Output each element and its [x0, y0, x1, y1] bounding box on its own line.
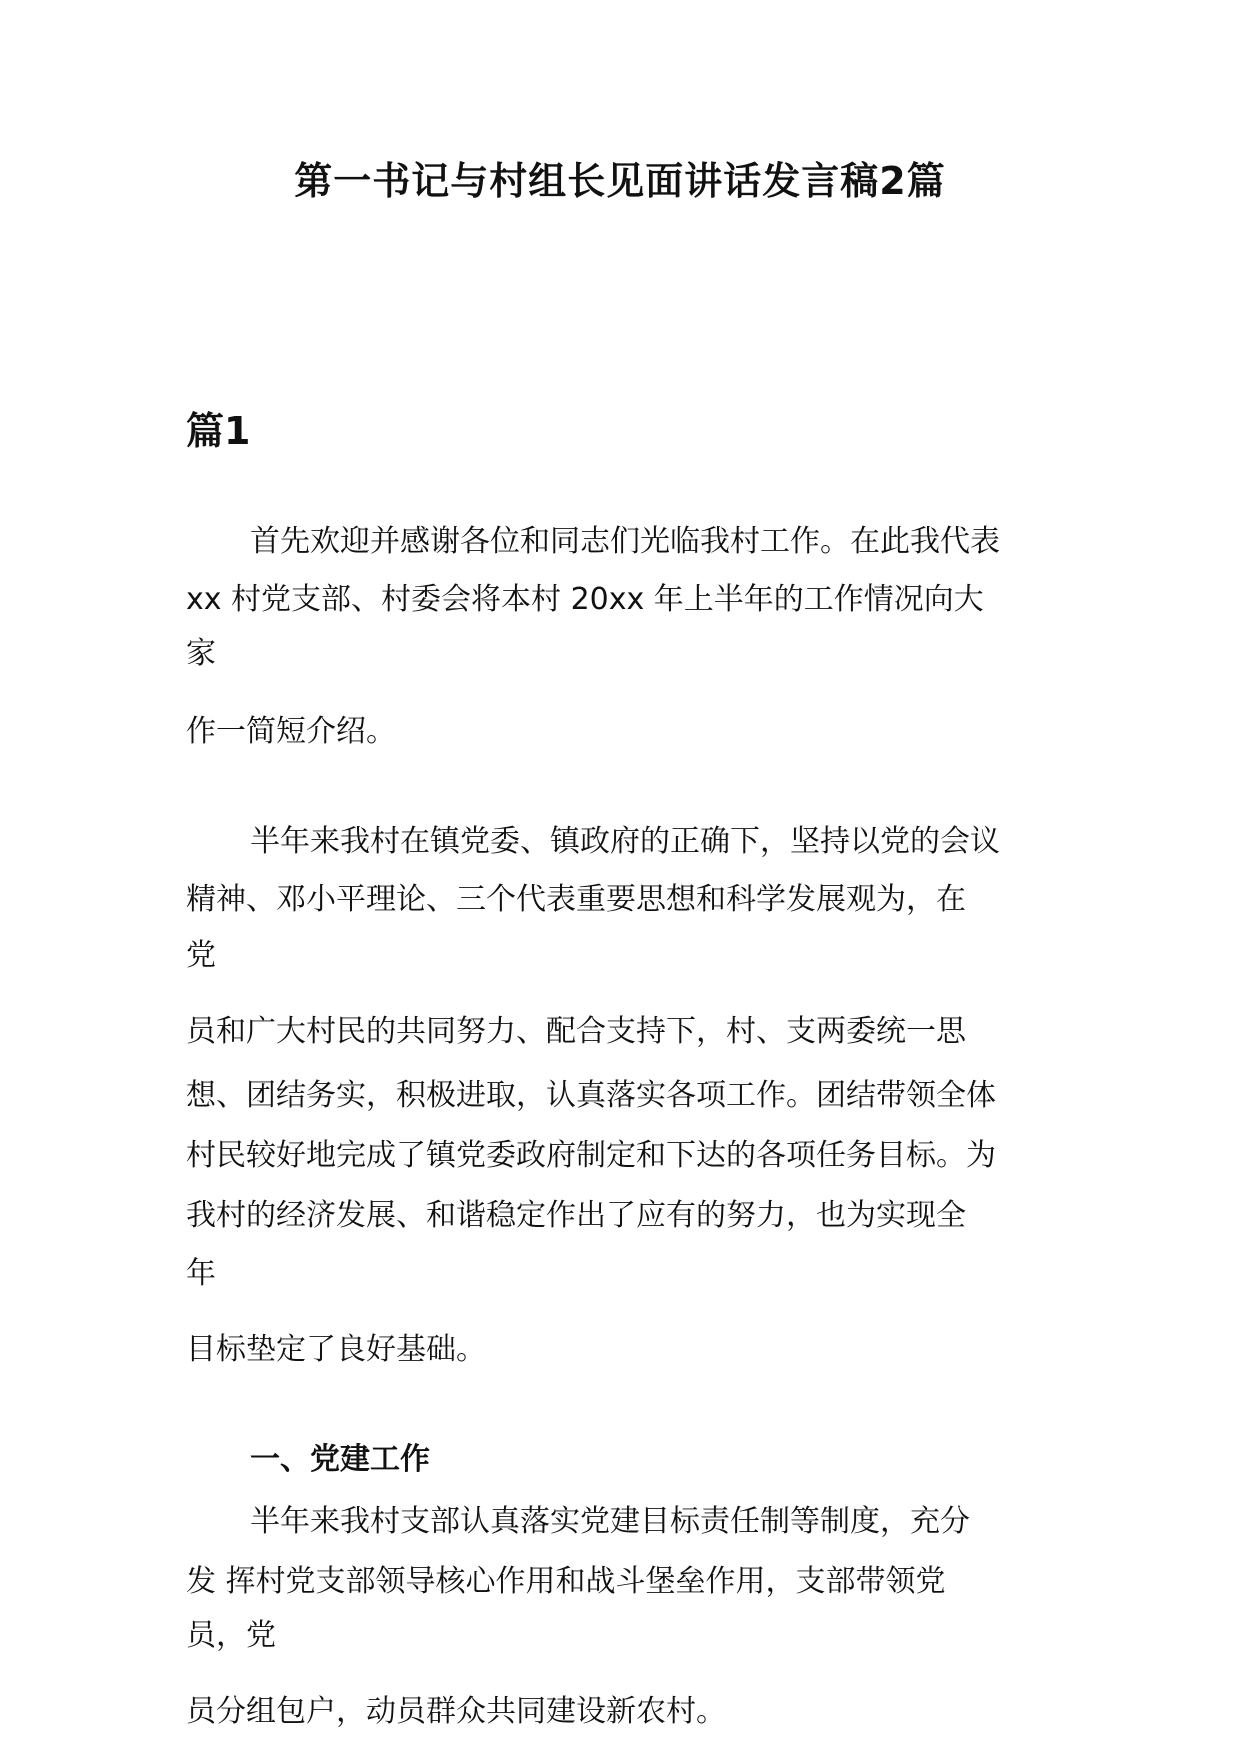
paragraph-line: 半年来我村在镇党委、镇政府的正确下，坚持以党的会议 — [250, 824, 1000, 859]
paragraph-line: 发 挥村党支部领导核心作用和战斗堡垒作用，支部带领党 — [186, 1564, 946, 1599]
paragraph-line: 想、团结务实，积极进取，认真落实各项工作。团结带领全体 — [186, 1078, 996, 1113]
paragraph-line: 员分组包户，动员群众共同建设新农村。 — [186, 1694, 726, 1729]
paragraph-line: 首先欢迎并感谢各位和同志们光临我村工作。在此我代表 — [250, 524, 1000, 559]
paragraph-line: 党 — [186, 938, 216, 973]
section-heading: 篇1 — [186, 409, 251, 453]
paragraph-line: 半年来我村支部认真落实党建目标责任制等制度，充分 — [250, 1504, 970, 1539]
paragraph-line: 村民较好地完成了镇党委政府制定和下达的各项任务目标。为 — [186, 1138, 996, 1173]
paragraph-line: 目标垫定了良好基础。 — [186, 1332, 486, 1367]
paragraph-line: 作一简短介绍。 — [186, 714, 396, 749]
document-title: 第一书记与村组长见面讲话发言稿2篇 — [294, 159, 946, 203]
paragraph-line: 我村的经济发展、和谐稳定作出了应有的努力，也为实现全 — [186, 1198, 966, 1233]
paragraph-line: 年 — [186, 1256, 216, 1291]
paragraph-line: 精神、邓小平理论、三个代表重要思想和科学发展观为，在 — [186, 882, 966, 917]
paragraph-line: xx 村党支部、村委会将本村 20xx 年上半年的工作情况向大 — [186, 582, 984, 617]
subsection-heading: 一、党建工作 — [250, 1442, 430, 1477]
paragraph-line: 家 — [186, 636, 216, 671]
paragraph-line: 员，党 — [186, 1618, 276, 1653]
paragraph-line: 员和广大村民的共同努力、配合支持下，村、支两委统一思 — [186, 1014, 966, 1049]
